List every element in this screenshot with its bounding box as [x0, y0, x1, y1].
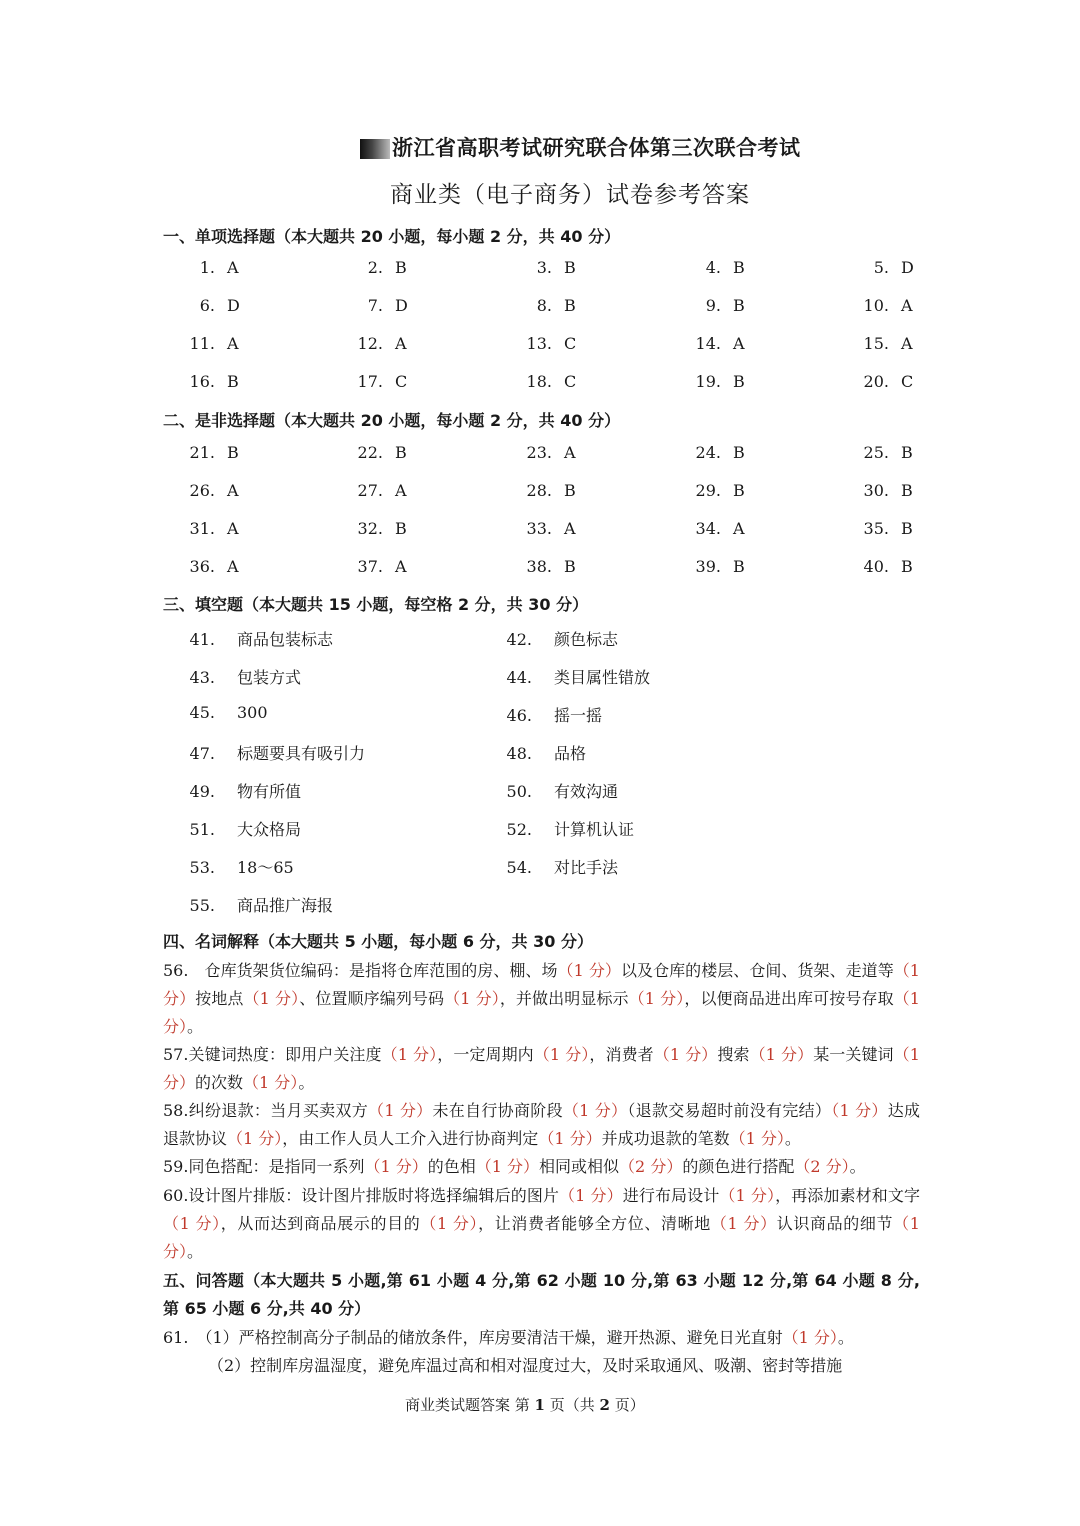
answer-cell: [834, 334, 913, 353]
answer-text: 并成功退款的笔数: [601, 1129, 730, 1149]
answer-61-line1: [163, 1324, 920, 1352]
question-number: 13.: [526, 334, 552, 353]
fill-answer: 计算机认证: [554, 820, 635, 839]
score-mark: （1 分）: [557, 961, 621, 980]
answer-choice: B: [227, 372, 239, 391]
answer-choice: B: [733, 481, 745, 500]
fill-cell: [160, 703, 268, 722]
fill-row: [160, 703, 860, 741]
answer-choice: A: [901, 296, 913, 315]
question-number: 54.: [506, 858, 532, 877]
answer-choice: B: [564, 258, 576, 277]
fill-cell: [477, 665, 650, 688]
answer-choice: B: [901, 557, 913, 576]
question-number: 41.: [189, 630, 215, 649]
score-mark: （1 分）: [368, 1101, 433, 1120]
question-number: 7.: [367, 296, 383, 315]
answer-text: 达成退款协议: [163, 1101, 920, 1149]
answer-text: 58.纠纷退款：当月买卖双方: [163, 1101, 369, 1120]
answer-text: ，并做出明显标示: [499, 989, 629, 1009]
answer-text: 进行布局设计: [622, 1186, 720, 1205]
fill-answer: 商品推广海报: [237, 896, 334, 915]
score-mark: （1 分）: [710, 1214, 777, 1234]
question-number: 50.: [506, 782, 532, 801]
score-mark: （1 分）: [243, 989, 300, 1009]
section5-heading: 五、问答题（本大题共 5 小题,第 61 小题 4 分,第 62 小题 10 分,第 63 小题 12 分,第 64 小题 8 分,第 65 小题 6 分,共 40 分）: [163, 1271, 920, 1319]
answer-text: 。: [784, 1129, 801, 1149]
fill-answer: 品格: [554, 744, 587, 763]
question-number: 35.: [863, 519, 889, 538]
answer-text: 相同或相似: [539, 1157, 620, 1176]
question-number: 42.: [506, 630, 532, 649]
answer-cell: [497, 258, 576, 277]
question-number: 1.: [199, 258, 215, 277]
question-number: 20.: [863, 372, 889, 391]
fill-row: [160, 741, 860, 779]
score-mark: （2 分）: [619, 1157, 683, 1176]
question-number: 8.: [536, 296, 552, 315]
answer-row: [160, 443, 950, 481]
answer-text: 。: [187, 1242, 204, 1262]
fill-cell: [160, 817, 301, 840]
answer-cell: [497, 334, 576, 353]
answer-choice: D: [395, 296, 408, 315]
answer-cell: [160, 258, 239, 277]
answer-cell: [666, 519, 745, 538]
answer-text: ，以便商品进出库可按号存取: [684, 989, 894, 1009]
fill-row: [160, 855, 860, 893]
answer-choice: B: [733, 258, 745, 277]
question-number: 30.: [863, 481, 889, 500]
answer-choice: C: [901, 372, 914, 391]
answer-cell: [834, 296, 913, 315]
score-mark: （1 分）: [653, 1045, 718, 1064]
answer-text: 搜索: [717, 1045, 750, 1064]
question-number: 25.: [863, 443, 889, 462]
score-mark: （1 分）: [163, 989, 920, 1037]
answer-choice: A: [395, 481, 407, 500]
answer-text: 、位置顺序编列号码: [299, 989, 445, 1009]
score-mark: （1 分）: [475, 1157, 540, 1176]
answer-60: [163, 1182, 920, 1267]
answer-row: [160, 296, 950, 334]
answer-row: [160, 557, 950, 595]
answer-56: [163, 957, 920, 1042]
section1-heading: 一、单项选择题（本大题共 20 小题，每小题 2 分，共 40 分）: [163, 227, 621, 246]
answer-choice: B: [395, 443, 407, 462]
footer-middle: 页（共: [544, 1396, 600, 1414]
answer-row: [160, 372, 950, 410]
answer-text: 认识商品的细节: [776, 1214, 894, 1234]
answer-text: （退款交易超时前没有完结）: [627, 1101, 832, 1120]
question-number: 44.: [506, 668, 532, 687]
question-number: 46.: [506, 706, 532, 725]
scan-smudge: [360, 139, 390, 159]
question-number: 19.: [695, 372, 721, 391]
answer-text: ，由工作人员人工介入进行协商判定: [282, 1129, 539, 1149]
fill-answer: 标题要具有吸引力: [237, 744, 366, 763]
question-number: 51.: [189, 820, 215, 839]
answer-text: 。: [849, 1157, 866, 1176]
answer-choice: C: [564, 334, 577, 353]
answer-row: [160, 519, 950, 557]
fill-row: [160, 779, 860, 817]
answer-choice: A: [227, 334, 239, 353]
question-number: 34.: [695, 519, 721, 538]
question-number: 48.: [506, 744, 532, 763]
answer-cell: [497, 481, 576, 500]
answer-cell: [328, 443, 407, 462]
footer-total-pages: 2: [599, 1396, 610, 1414]
answer-text: 。: [187, 1017, 204, 1037]
answer-cell: [328, 296, 408, 315]
question-number: 39.: [695, 557, 721, 576]
answer-choice: C: [564, 372, 577, 391]
fill-cell: [160, 627, 333, 650]
fill-cell: [477, 817, 634, 840]
answer-choice: D: [901, 258, 914, 277]
answer-choice: B: [733, 372, 745, 391]
question-number: 11.: [189, 334, 215, 353]
score-mark: （1 分）: [163, 1045, 920, 1093]
answer-text: 。: [298, 1073, 315, 1093]
answer-row: [160, 258, 950, 296]
answer-row: [160, 481, 950, 519]
fill-answer: 包装方式: [237, 668, 302, 687]
answer-cell: [497, 557, 576, 576]
answer-cell: [497, 443, 576, 462]
question-number: 33.: [526, 519, 552, 538]
question-number: 5.: [873, 258, 889, 277]
answer-choice: A: [733, 334, 745, 353]
question-number: 22.: [357, 443, 383, 462]
score-mark: （1 分）: [444, 989, 500, 1009]
score-mark: （1 分）: [628, 989, 685, 1009]
answer-choice: B: [901, 443, 913, 462]
answer-choice: B: [733, 557, 745, 576]
exam-title: [360, 132, 801, 162]
fill-cell: [160, 665, 301, 688]
answer-text: 的次数: [195, 1073, 244, 1093]
score-mark: （1 分）: [749, 1045, 814, 1064]
answer-cell: [834, 258, 914, 277]
answer-choice: A: [227, 519, 239, 538]
fill-answer: 商品包装标志: [237, 630, 334, 649]
answer-choice: B: [901, 519, 913, 538]
answer-cell: [328, 372, 407, 391]
answer-choice: D: [227, 296, 240, 315]
answer-cell: [834, 557, 913, 576]
answer-cell: [666, 258, 745, 277]
question-number: 4.: [705, 258, 721, 277]
answer-choice: B: [564, 481, 576, 500]
question-number: 31.: [189, 519, 215, 538]
question-number: 2.: [367, 258, 383, 277]
answer-text: 某一关键词: [813, 1045, 894, 1064]
question-number: 47.: [189, 744, 215, 763]
fill-answer: 有效沟通: [554, 782, 619, 801]
exam-title-text: 浙江省高职考试研究联合体第三次联合考试: [392, 136, 801, 160]
answer-text: 59.同色搭配：是指同一系列: [163, 1157, 365, 1176]
answer-choice: A: [901, 334, 913, 353]
question-number: 24.: [695, 443, 721, 462]
score-mark: （1 分）: [163, 1214, 221, 1234]
answer-cell: [666, 443, 745, 462]
question-number: 38.: [526, 557, 552, 576]
answer-cell: [834, 519, 913, 538]
answer-choice: A: [395, 334, 407, 353]
fill-cell: [160, 893, 333, 916]
score-mark: （2 分）: [794, 1157, 850, 1176]
fill-answer: 类目属性错放: [554, 668, 651, 687]
answer-choice: B: [227, 443, 239, 462]
answer-cell: [328, 557, 407, 576]
answer-text: 57.关键词热度：即用户关注度: [163, 1045, 382, 1064]
answer-text: 61. （1）严格控制高分子制品的储放条件，库房要清洁干燥，避开热源、避免日光直射: [163, 1328, 783, 1347]
answer-text: 未在自行协商阶段: [432, 1101, 563, 1120]
answer-cell: [666, 334, 745, 353]
section2-answers: [160, 443, 950, 595]
answer-cell: [834, 372, 913, 391]
fill-answer: 18～65: [237, 858, 294, 877]
question-number: 55.: [189, 896, 215, 915]
answer-text: ，一定周期内: [437, 1045, 534, 1064]
answer-cell: [834, 443, 913, 462]
answer-57: [163, 1041, 920, 1097]
answer-choice: A: [395, 557, 407, 576]
score-mark: （1 分）: [243, 1073, 299, 1093]
answer-cell: [160, 519, 239, 538]
question-number: 27.: [357, 481, 383, 500]
answer-choice: A: [227, 481, 239, 500]
question-number: 14.: [695, 334, 721, 353]
question-number: 29.: [695, 481, 721, 500]
fill-cell: [160, 741, 365, 764]
fill-row: [160, 817, 860, 855]
fill-answer: 颜色标志: [554, 630, 619, 649]
footer-page-number: 1: [534, 1396, 545, 1414]
score-mark: （1 分）: [227, 1129, 283, 1149]
answer-text: 。: [837, 1328, 854, 1347]
answer-cell: [328, 258, 407, 277]
answer-cell: [666, 296, 745, 315]
score-mark: （1 分）: [782, 1328, 838, 1347]
answer-choice: B: [564, 557, 576, 576]
answer-text: 以及仓库的楼层、仓间、货架、走道等: [620, 961, 894, 980]
score-mark: （1 分）: [831, 1101, 888, 1120]
answer-cell: [834, 481, 913, 500]
answer-choice: A: [564, 443, 576, 462]
answer-text: 60.设计图片排版：设计图片排版时将选择编辑后的图片: [163, 1186, 560, 1205]
question-number: 45.: [189, 703, 215, 722]
answer-choice: A: [227, 557, 239, 576]
question-number: 21.: [189, 443, 215, 462]
answer-cell: [160, 481, 239, 500]
fill-row: [160, 665, 860, 703]
answer-cell: [497, 372, 576, 391]
answer-61-line2: （2）控制库房温湿度，避免库温过高和相对湿度过大，及时采取通风、吸潮、密封等措施: [208, 1356, 843, 1375]
question-number: 36.: [189, 557, 215, 576]
score-mark: （1 分）: [729, 1129, 785, 1149]
answer-cell: [328, 334, 407, 353]
page-footer: [405, 1394, 645, 1415]
fill-cell: [477, 741, 586, 764]
fill-answer: 摇一摇: [554, 706, 603, 725]
section4-heading: 四、名词解释（本大题共 5 小题，每小题 6 分，共 30 分）: [163, 932, 593, 951]
fill-answer: 物有所值: [237, 782, 302, 801]
fill-cell: [477, 855, 618, 878]
fill-answer: 大众格局: [237, 820, 302, 839]
fill-cell: [160, 779, 301, 802]
score-mark: （1 分）: [420, 1214, 479, 1234]
fill-cell: [160, 855, 294, 878]
score-mark: （1 分）: [562, 1101, 628, 1120]
answer-choice: B: [733, 296, 745, 315]
answer-text: 56. 仓库货架货位编码：是指将仓库范围的房、棚、场: [163, 961, 558, 980]
answer-choice: A: [733, 519, 745, 538]
answer-choice: B: [395, 258, 407, 277]
answer-58: [163, 1097, 920, 1153]
fill-answer: 对比手法: [554, 858, 619, 877]
fill-cell: [477, 779, 618, 802]
answer-choice: B: [395, 519, 407, 538]
question-number: 43.: [189, 668, 215, 687]
answer-cell: [160, 443, 239, 462]
footer-suffix: 页）: [609, 1396, 645, 1414]
answer-choice: A: [227, 258, 239, 277]
fill-cell: [477, 627, 618, 650]
question-number: 17.: [357, 372, 383, 391]
answer-choice: C: [395, 372, 408, 391]
answer-cell: [666, 481, 745, 500]
exam-subtitle: 商业类（电子商务）试卷参考答案: [390, 182, 750, 208]
question-number: 40.: [863, 557, 889, 576]
fill-row: [160, 893, 860, 931]
answer-cell: [160, 557, 239, 576]
answer-choice: B: [901, 481, 913, 500]
section2-heading: 二、是非选择题（本大题共 20 小题，每小题 2 分，共 40 分）: [163, 411, 621, 430]
answer-cell: [328, 481, 407, 500]
question-number: 6.: [199, 296, 215, 315]
footer-prefix: 商业类试题答案 第: [405, 1396, 535, 1414]
answer-choice: A: [564, 519, 576, 538]
section1-answers: [160, 258, 950, 410]
question-number: 9.: [705, 296, 721, 315]
score-mark: （1 分）: [719, 1186, 776, 1205]
question-number: 3.: [536, 258, 552, 277]
answer-cell: [160, 296, 240, 315]
answer-text: ，消费者: [589, 1045, 654, 1064]
question-number: 16.: [189, 372, 215, 391]
question-number: 23.: [526, 443, 552, 462]
score-mark: （1 分）: [163, 961, 920, 1009]
score-mark: （1 分）: [533, 1045, 590, 1064]
answer-text: ，让消费者能够全方位、清晰地: [478, 1214, 711, 1234]
question-number: 28.: [526, 481, 552, 500]
question-number: 52.: [506, 820, 532, 839]
question-number: 10.: [863, 296, 889, 315]
score-mark: （1 分）: [364, 1157, 428, 1176]
question-number: 18.: [526, 372, 552, 391]
answer-cell: [497, 296, 576, 315]
question-number: 32.: [357, 519, 383, 538]
answer-cell: [666, 557, 745, 576]
question-number: 49.: [189, 782, 215, 801]
question-number: 12.: [357, 334, 383, 353]
score-mark: （1 分）: [559, 1186, 623, 1205]
question-number: 53.: [189, 858, 215, 877]
answer-cell: [160, 372, 239, 391]
fill-answer: 300: [237, 703, 268, 722]
question-number: 26.: [189, 481, 215, 500]
section3-heading: 三、填空题（本大题共 15 小题，每空格 2 分，共 30 分）: [163, 595, 589, 614]
score-mark: （1 分）: [381, 1045, 438, 1064]
answer-text: ，再添加素材和文字: [775, 1186, 920, 1205]
section3-answers: [160, 627, 860, 931]
fill-cell: [477, 703, 602, 726]
answer-text: ，从而达到商品展示的目的: [220, 1214, 421, 1234]
answer-cell: [160, 334, 239, 353]
answer-text: 按地点: [195, 989, 244, 1009]
answer-cell: [666, 372, 745, 391]
answer-text: 的色相: [427, 1157, 476, 1176]
answer-cell: [497, 519, 576, 538]
answer-text: 的颜色进行搭配: [682, 1157, 795, 1176]
score-mark: （1 分）: [538, 1129, 602, 1149]
fill-row: [160, 627, 860, 665]
score-mark: （1 分）: [163, 1214, 920, 1262]
answer-choice: B: [564, 296, 576, 315]
answer-59: [163, 1153, 920, 1181]
answer-cell: [328, 519, 407, 538]
answer-choice: B: [733, 443, 745, 462]
answer-row: [160, 334, 950, 372]
question-number: 37.: [357, 557, 383, 576]
question-number: 15.: [863, 334, 889, 353]
